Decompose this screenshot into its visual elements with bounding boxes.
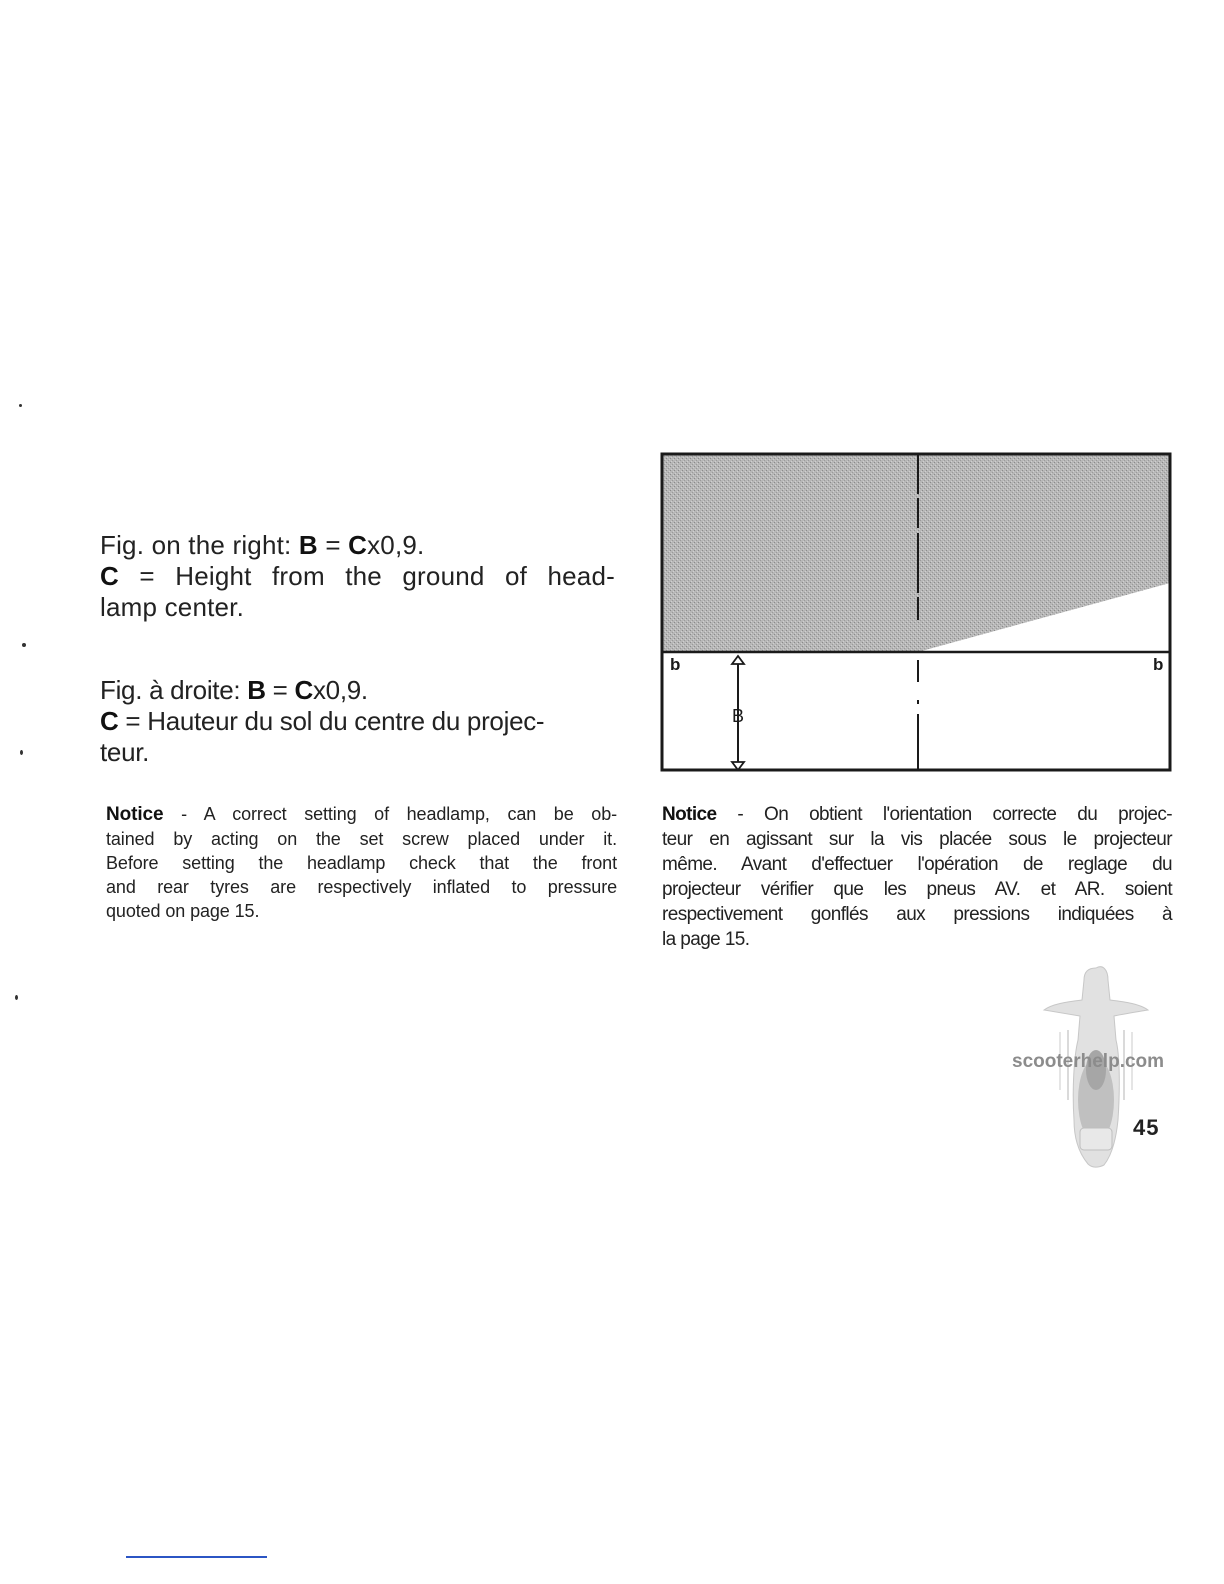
headlamp-beam-diagram xyxy=(658,450,1174,776)
formula-fr-c-def: = Hauteur du sol du centre du projec- xyxy=(118,706,545,736)
notice-fr-line: même. Avant d'effectuer l'opération de reglage du xyxy=(662,854,1172,875)
height-marker-arrow-up xyxy=(732,656,744,664)
page-number: 45 xyxy=(1133,1115,1160,1140)
notice-en-label: Notice xyxy=(106,804,164,825)
formula-fr-var-b: B xyxy=(247,675,266,705)
formula-en-prefix: Fig. on the right: xyxy=(100,530,299,560)
formula-en-var-c: C xyxy=(348,530,368,560)
notice-en-line: Before setting the headlamp check that the front xyxy=(106,853,617,873)
notice-en-line: tained by acting on the set screw placed under it. xyxy=(106,829,617,849)
notice-fr-line: teur en agissant sur la vis placée sous le projecteur xyxy=(662,829,1172,850)
formula-en-c-def-cont: lamp center. xyxy=(100,592,245,622)
label-height-b: B xyxy=(732,706,745,726)
formula-en-suffix: x0,9. xyxy=(367,530,425,560)
notice-fr-line: la page 15. xyxy=(662,929,750,950)
scan-speck xyxy=(19,404,22,407)
formula-fr-suffix: x0,9. xyxy=(312,675,368,705)
scan-speck xyxy=(20,750,23,755)
watermark-text: scooterhelp.com xyxy=(1012,1051,1165,1072)
scan-speck xyxy=(22,643,26,647)
formula-fr-c-def-var: C xyxy=(100,706,119,736)
formula-en-var-b: B xyxy=(298,530,318,560)
scooterhelp-watermark xyxy=(1008,960,1198,1175)
formula-french xyxy=(100,675,615,768)
notice-english xyxy=(106,802,617,923)
notice-en-line: quoted on page 15. xyxy=(106,901,260,921)
formula-english xyxy=(100,530,615,623)
notice-fr-line: projecteur vérifier que les pneus AV. et AR. soient xyxy=(662,879,1172,900)
formula-en-c-def: = Height from the ground of head- xyxy=(118,561,615,591)
notice-fr-line: respectivement gonflés aux pressions indiquées à xyxy=(662,904,1172,925)
label-b-left: b xyxy=(670,655,681,674)
formula-en-equals: = xyxy=(317,530,349,560)
label-b-right: b xyxy=(1153,655,1164,674)
formula-fr-c-def-cont: teur. xyxy=(100,737,150,767)
formula-fr-var-c: C xyxy=(294,675,313,705)
notice-french xyxy=(662,802,1172,952)
scan-speck xyxy=(15,995,18,1000)
formula-fr-prefix: Fig. à droite: xyxy=(100,675,248,705)
notice-en-line: and rear tyres are respectively inflated to pressure xyxy=(106,877,617,897)
notice-fr-line: - On obtient l'orientation correcte du projec- xyxy=(716,804,1172,825)
footnote-link-rule xyxy=(126,1556,267,1558)
notice-fr-label: Notice xyxy=(662,804,717,825)
formula-en-c-def-var: C xyxy=(100,561,119,591)
shaded-beam-area xyxy=(662,454,1170,652)
formula-fr-equals: = xyxy=(265,675,295,705)
notice-en-line: - A correct setting of headlamp, can be ob- xyxy=(163,804,617,824)
